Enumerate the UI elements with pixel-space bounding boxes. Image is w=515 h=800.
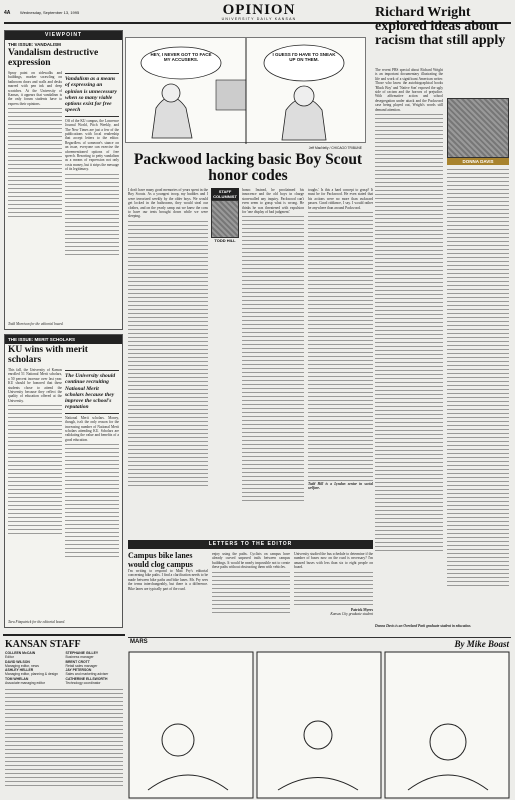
viewpoint-section-bar: VIEWPOINT (5, 31, 122, 40)
staff-name: COLLEEN McCAIN (5, 651, 36, 655)
kansan-staff-box (3, 634, 125, 789)
staff-role: Managing editor, planning & design (5, 672, 58, 677)
column-text-2: honor. Instead, he proclaimed his innocence and the old boys in charge stonewalled any inquiry. Packwood can't even seem to grasp what is wrong. He thinks he was threatened with expulsion for 'one display of bad judgment.' (242, 188, 304, 215)
merit-editorial (4, 334, 123, 628)
side-columnist-badge: DONNA DAVIS (447, 158, 509, 165)
letter-signer-line: Kansas City graduate student (330, 612, 373, 617)
staff-role: Retail sales manager (65, 663, 98, 668)
viewpoint-lead: Spray paint on sidewalks and buildings, marker scrawling on bathroom doors and walls and desks marred with pen ink and deep scratches. At the University of Kansas, it appears that vandalism is the only forum students have to express their opinions. (8, 71, 62, 106)
letters-section (128, 552, 373, 632)
letters-section-bar: LETTERS TO THE EDITOR (128, 540, 373, 549)
cartoon-bubble-left: HEY, I NEVER GOT TO FACE MY ACCUSERS. (150, 52, 212, 62)
staff-list-right (66, 651, 124, 685)
side-column-tagline: Donna Davis is an Overland Park graduate student in education. (375, 623, 472, 628)
staff-name: ASHLEY HELLER (5, 668, 34, 673)
editorial-cartoon (125, 37, 366, 150)
side-column-headline: Richard Wright explored ideas about racism that still apply (375, 5, 506, 48)
cartoon-bubble-right: I GUESS I'D HAVE TO SNEAK UP ON THEM. (272, 52, 336, 62)
merit-body: National Merit scholars. Money, though, isn't the only reason for the increasing number of National Merit scholars attending KU. Scholars are validating the value and benefits of a good education. (65, 415, 119, 442)
comic-panels (128, 650, 511, 800)
staff-role: Managing editor, news (5, 663, 39, 668)
staff-role: Technology coordinator (65, 681, 101, 686)
issue-date: Wednesday, September 13, 1995 (20, 10, 80, 15)
columnist-photo (211, 200, 239, 238)
staff-role: Sales and marketing adviser (65, 672, 109, 677)
page-number: 4A (4, 10, 11, 16)
side-column-text: The recent PBS special about Richard Wright is an important documentary illustrating the life and work of a significant American writer. Those who know the autobiographical books 'Black Boy' and 'Native Son' exposed the ugly side of racism and the horrors of prejudice. With affirmative action and school desegregation under attack and the Packwood case being played out, Wright's words still demand attention. (375, 68, 443, 112)
staff-name: JAY PETERSON (65, 668, 92, 673)
letter-signer: Patrick Myers (350, 607, 373, 612)
merit-headline: KU wins with merit scholars (8, 345, 88, 365)
staff-columnist-badge: STAFF COLUMNIST (211, 188, 239, 200)
comic-strip (128, 637, 511, 800)
viewpoint-body: Off of the KU campus, the Lawrence Journal World, Pitch Weekly, and The New Times are just a few of the publications with local readership that accept letters to the editor. Regardless of someone's stance on an issue, everyone can exercise the aforementioned options of free speech. Resorting to petty vandalism as a means of expression not only costs money, but it strips the message of its legitimacy. (65, 118, 119, 172)
newspaper-name: UNIVERSITY DAILY KANSAN (221, 17, 297, 21)
comic-credit: By Mike Boast (454, 639, 509, 649)
viewpoint-pull-quote: Vandalism as a means of expressing an opinion is unnecessary when so many viable options exist for free speech (65, 73, 119, 117)
section-masthead: OPINION (222, 2, 296, 18)
column-text-1: I don't have many good memories of years spent in the Boy Scouts. As a youngest troop, my buddies and I were terrorized weekly by the older boys. We would get locked in the bathrooms, they would steal our clothes, and on the yearly camp out we knew the cons to have our tents brought down while we were sleeping. (128, 188, 208, 219)
merit-pull-quote: The University should continue recruiting National Merit scholars because they improve the school's reputation (65, 370, 119, 414)
viewpoint-headline: Vandalism destructive expression (8, 48, 99, 68)
staff-box-title: KANSAN STAFF (5, 639, 81, 650)
column-tagline: Todd Hill is a Lyndon senior in social welfare. (308, 482, 373, 491)
staff-name: STEPHANIE GILLEY (65, 651, 99, 655)
staff-name: BRENT CROTT (65, 659, 90, 664)
letter-text-3: University studied the bus schedule to determine if the number of buses now on the road is necessary? I'm amazed buses with less than six to eight people on board. (294, 552, 373, 570)
staff-column (128, 188, 373, 533)
merit-lead: This fall, the University of Kansas enrolled 51 National Merit scholars, a 50 percent increase over last year. KU should be honored that these students chose to attend the University because they reflect the quality of education offered at the University. (8, 368, 62, 403)
staff-list-left (5, 651, 63, 685)
staff-role: Associate managing editor (5, 681, 45, 686)
columnist-name: TODD HILL (214, 238, 236, 243)
merit-kicker: THE ISSUE: MERIT SCHOLARS (5, 335, 122, 344)
letter-text-2: enjoy using the paths. Cyclists on campus have already curved unpaved trails between campus buildings. It would be nearly impossible not to create these paths without obstructing them with vehicles. (212, 552, 290, 570)
cartoon-credit: Jeff MacNelly / CHICAGO TRIBUNE (308, 146, 362, 150)
column-text-3: toughs.' Is this a hard concept to grasp? It must be for Packwood. He even stated that his actions were no more than awkward passes. Good riddance, I say. I would rather be anywhere than around Packwood. (308, 188, 373, 210)
viewpoint-byline: Todd Morrison for the editorial board. (8, 321, 64, 326)
merit-byline: Tara Fitzpatrick for the editorial board. (8, 619, 66, 624)
viewpoint-editorial (4, 30, 123, 330)
comic-title: MARS (130, 639, 148, 645)
staff-name: DAVID WILSON (5, 659, 30, 664)
staff-name: CATHERINE ELLSWORTH (65, 676, 108, 681)
side-column (375, 68, 509, 628)
side-columnist-photo (447, 98, 509, 158)
staff-role: Editor (5, 655, 14, 660)
letter-text-1: I'm writing to respond to Matt Pry's editorial concerning bike paths. I find a clarification needs to be made between bike paths and bike lanes. Mr. Pry sees the terms interchangeably, but there is a difference. Bike lanes are typically part of the road. (128, 569, 208, 591)
column-headline: Packwood lacking basic Boy Scout honor codes (133, 151, 363, 184)
staff-directory-lines (5, 689, 123, 789)
staff-name: TOM WHELAN (5, 676, 29, 681)
staff-role: Business manager (65, 655, 94, 660)
letter-headline: Campus bike lanes would clog campus (128, 551, 193, 569)
viewpoint-kicker: THE ISSUE: VANDALISM (8, 42, 61, 47)
